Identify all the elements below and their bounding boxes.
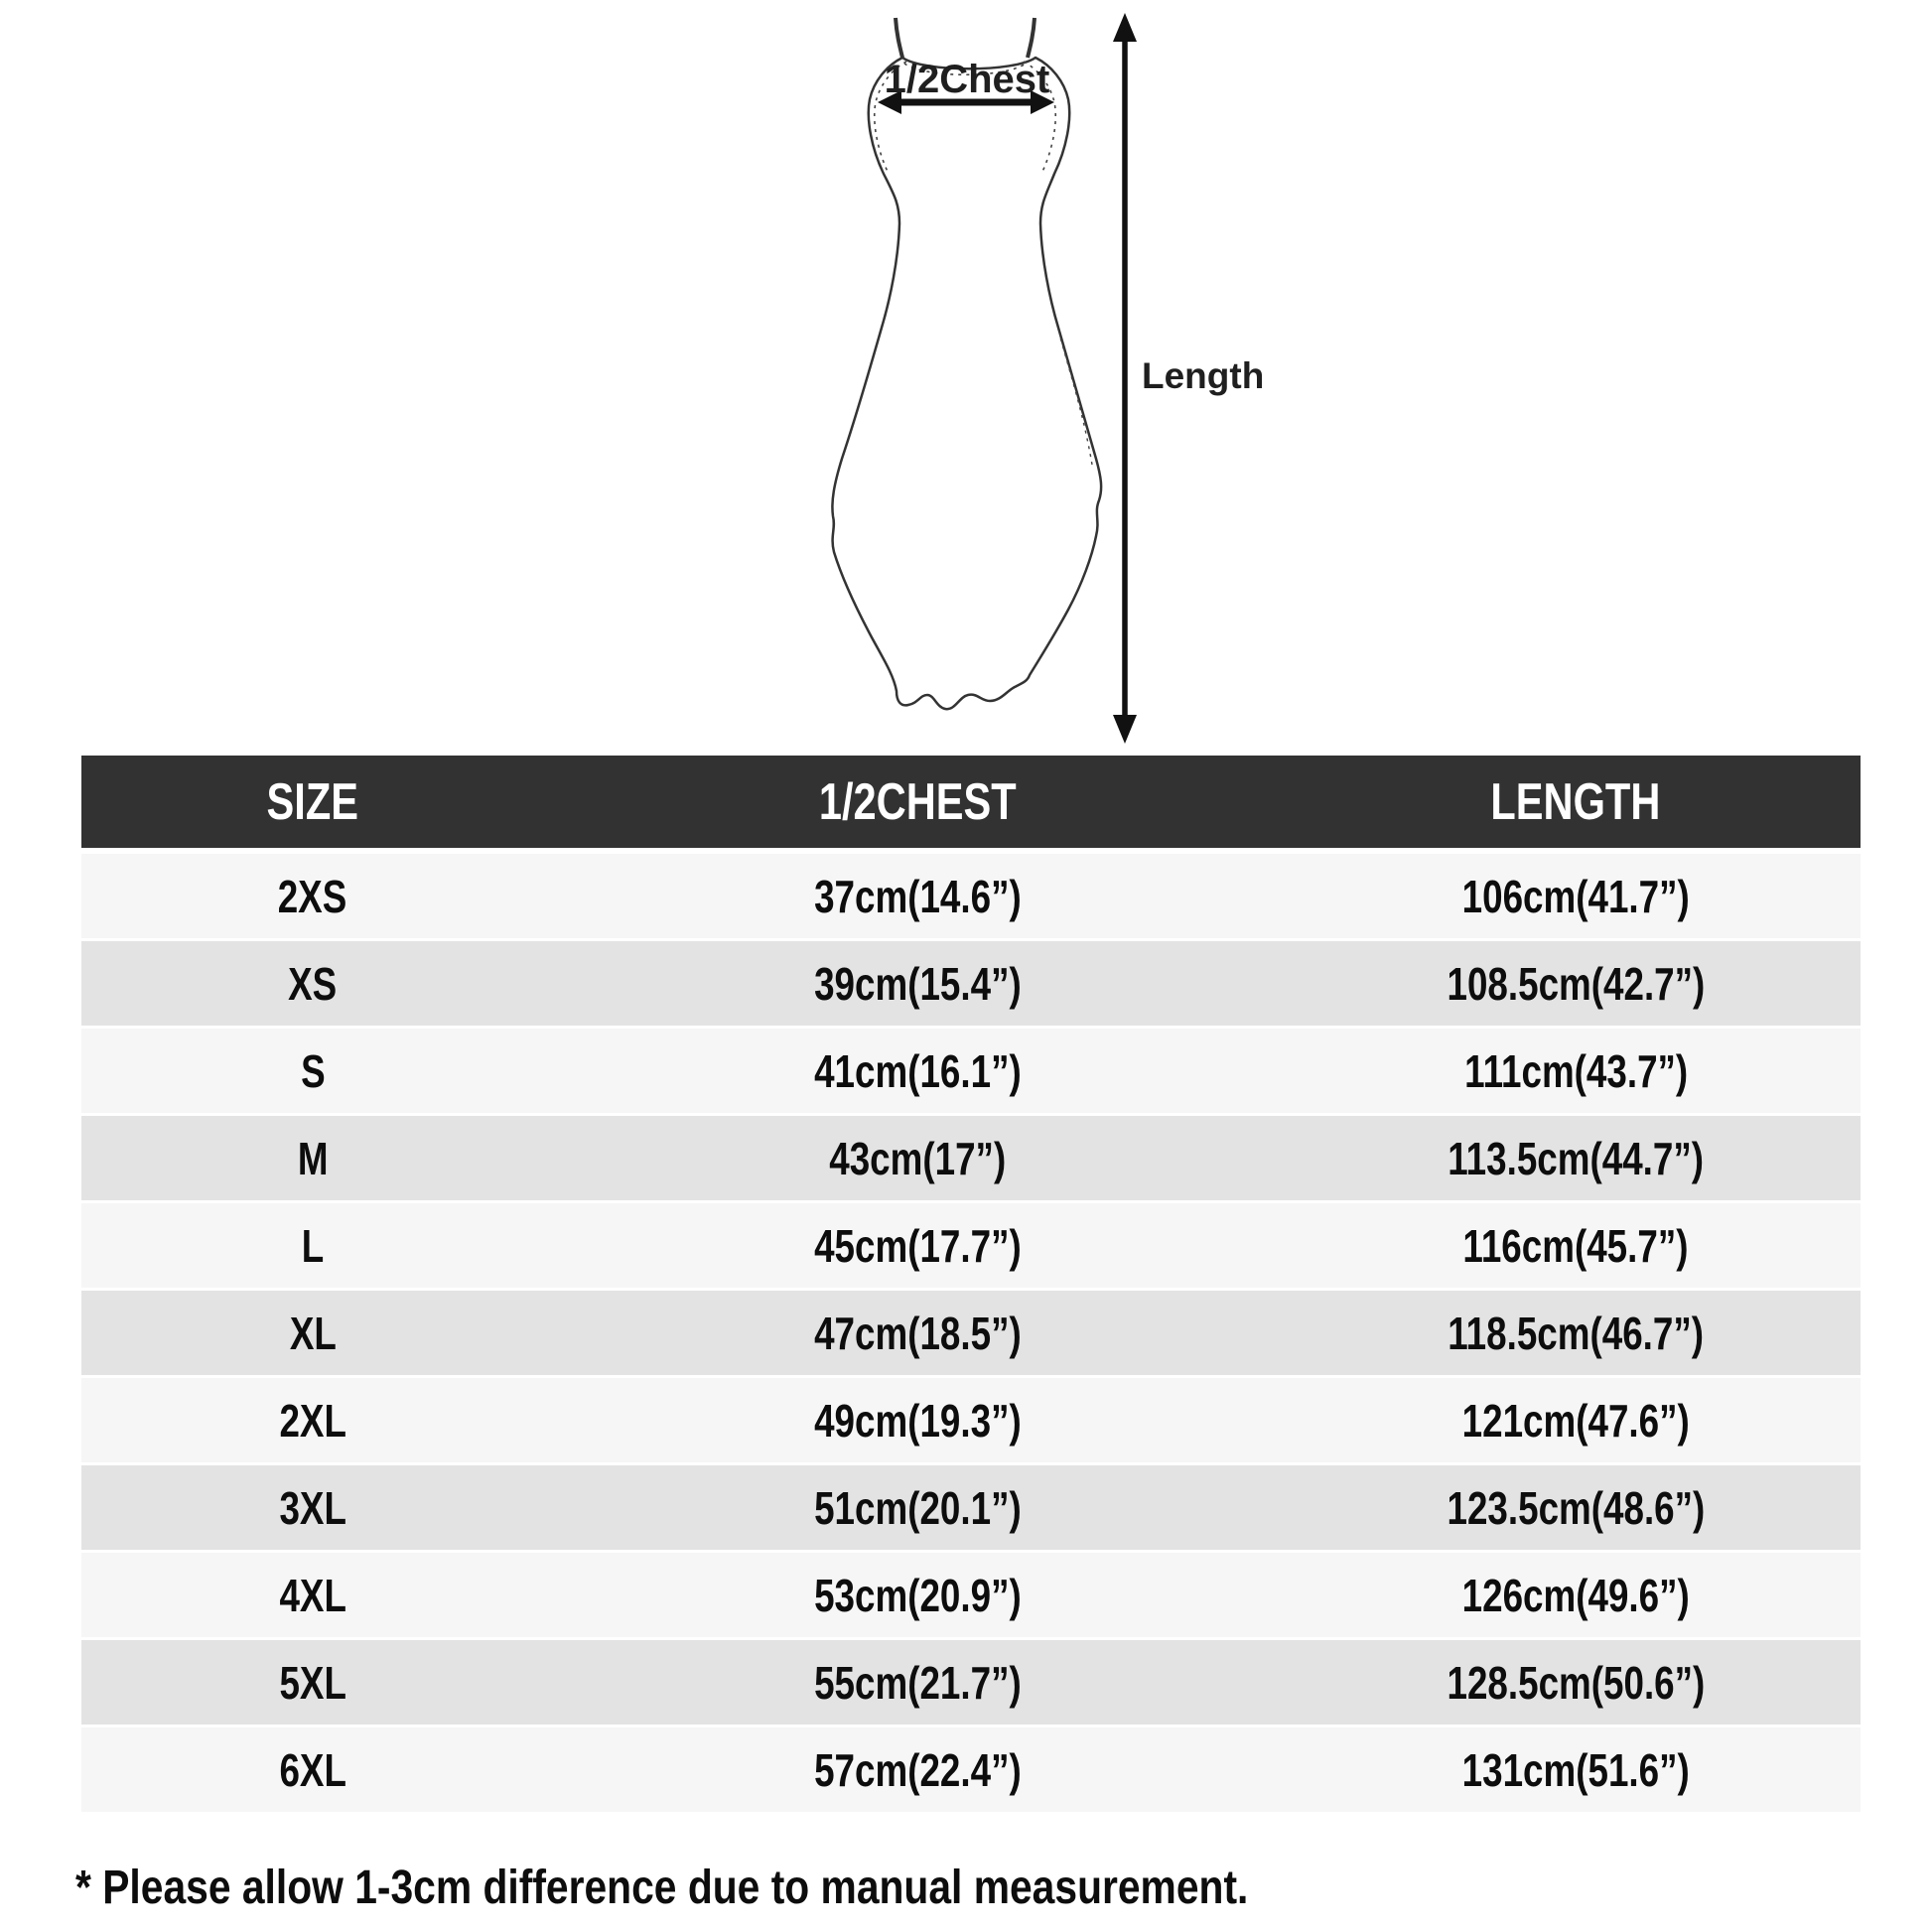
cell-size: 6XL [279,1743,346,1796]
length-arrow [1113,13,1137,744]
cell-length: 128.5cm(50.6”) [1447,1656,1706,1709]
cell-length: 111cm(43.7”) [1463,1044,1688,1097]
cell-length: 106cm(41.7”) [1461,870,1690,922]
cell-length: 108.5cm(42.7”) [1447,957,1706,1010]
cell-half-chest: 51cm(20.1”) [813,1481,1022,1534]
cell-size: XL [289,1307,337,1359]
table-row [81,941,1861,1026]
table-row [81,1029,1861,1113]
table-row [81,1553,1861,1637]
cell-half-chest: 45cm(17.7”) [813,1219,1022,1272]
header-size: SIZE [266,772,359,831]
cell-size: XS [288,957,338,1010]
cell-length: 131cm(51.6”) [1461,1743,1690,1796]
cell-half-chest: 47cm(18.5”) [813,1307,1022,1359]
cell-size: 4XL [279,1569,346,1621]
cell-half-chest: 37cm(14.6”) [813,870,1022,922]
chest-measure-label: 1/2Chest [884,58,1050,101]
cell-half-chest: 43cm(17”) [829,1132,1007,1184]
table-row [81,1203,1861,1288]
cell-half-chest: 53cm(20.9”) [813,1569,1022,1621]
length-measure-label: Length [1142,355,1265,396]
size-table-header-row [81,756,1861,848]
size-table-body [81,854,1861,1812]
dress-right-strap [1028,18,1035,58]
table-row [81,1727,1861,1812]
cell-half-chest: 39cm(15.4”) [813,957,1022,1010]
dress-outline [832,58,1101,709]
table-row [81,1116,1861,1200]
cell-size: 2XS [278,870,347,922]
table-row [81,1640,1861,1725]
cell-length: 121cm(47.6”) [1461,1394,1690,1447]
cell-size: 2XL [279,1394,346,1447]
cell-length: 113.5cm(44.7”) [1448,1132,1705,1184]
cell-half-chest: 55cm(21.7”) [813,1656,1022,1709]
cell-size: S [300,1044,326,1097]
cell-size: M [297,1132,329,1184]
dress-left-strap [896,18,902,58]
table-row [81,854,1861,938]
header-length: LENGTH [1490,772,1661,831]
cell-length: 123.5cm(48.6”) [1447,1481,1706,1534]
size-table [81,756,1861,1815]
cell-half-chest: 57cm(22.4”) [813,1743,1022,1796]
measurement-disclaimer: * Please allow 1-3cm difference due to manual measurement. [75,1862,1249,1914]
cell-half-chest: 49cm(19.3”) [813,1394,1022,1447]
table-row [81,1378,1861,1462]
table-row [81,1465,1861,1550]
cell-length: 126cm(49.6”) [1461,1569,1690,1621]
header-half-chest: 1/2CHEST [818,772,1017,831]
cell-size: 3XL [279,1481,346,1534]
table-row [81,1291,1861,1375]
cell-half-chest: 41cm(16.1”) [813,1044,1022,1097]
dress-diagram [0,0,1932,774]
cell-size: L [301,1219,325,1272]
cell-length: 118.5cm(46.7”) [1448,1307,1705,1359]
cell-size: 5XL [279,1656,346,1709]
cell-length: 116cm(45.7”) [1462,1219,1689,1272]
